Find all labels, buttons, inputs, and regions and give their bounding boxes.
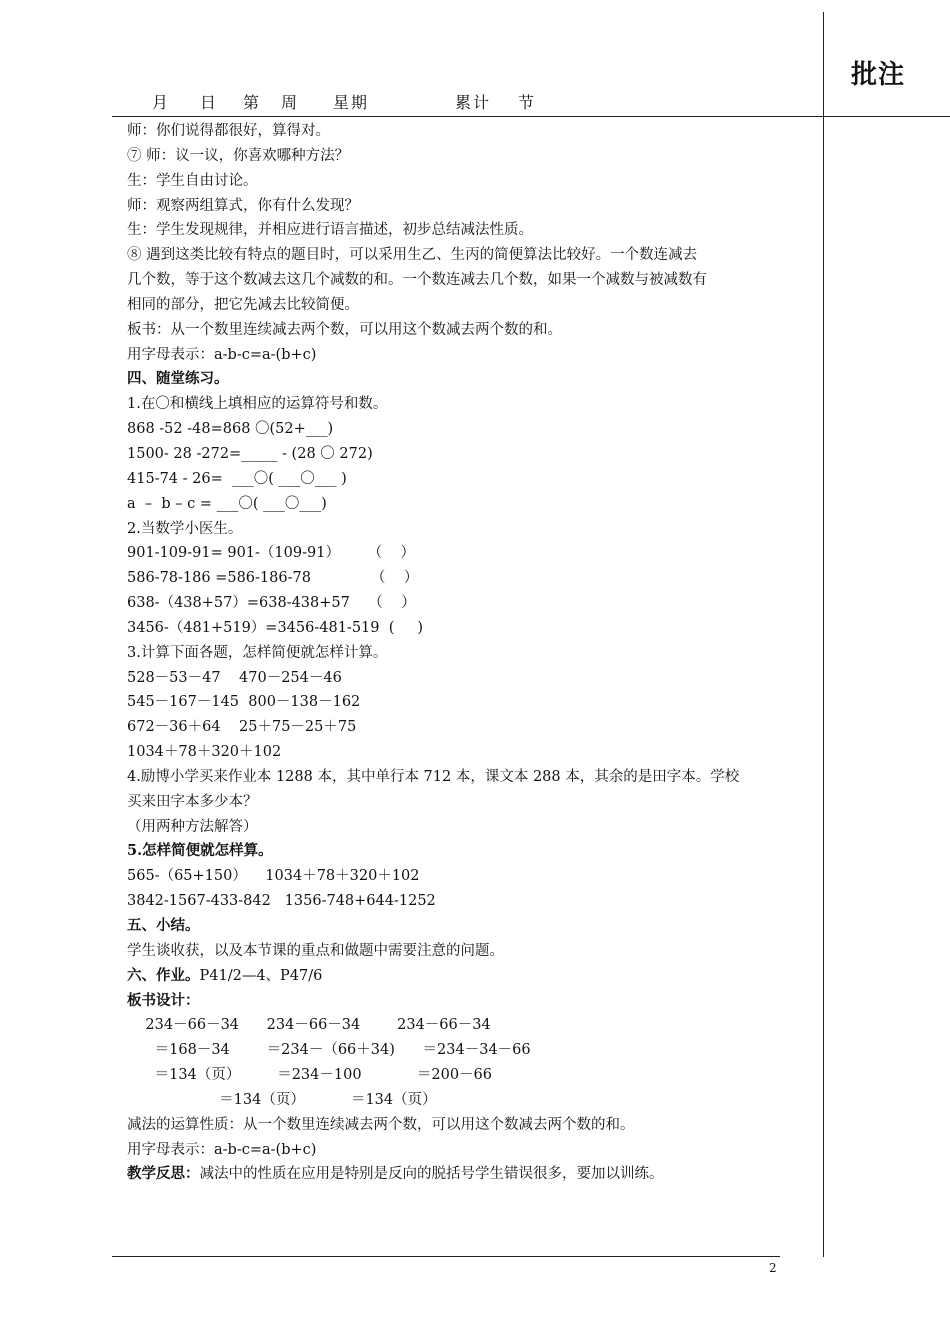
line-heading: 六、作业。 (127, 966, 200, 984)
body-line: 四、随堂练习。 (127, 370, 229, 388)
body-line: ⑦ 师：议一议，你喜欢哪种方法？ (127, 147, 350, 164)
body-line: 师：你们说得都很好，算得对。 (127, 123, 330, 139)
body-line: 板书设计： (127, 991, 200, 1009)
body-line: 5.怎样简便就怎样算。 (127, 842, 273, 860)
body-line: 528－53－47 470－254－46 (127, 669, 342, 686)
body-line: 415-74 - 26= ___〇( ___〇___ ) (127, 470, 347, 487)
body-line: 生：学生发现规律，并相应进行语言描述，初步总结减法性质。 (127, 222, 533, 239)
body-line: 学生谈收获，以及本节课的重点和做题中需要注意的问题。 (127, 942, 504, 959)
body-line: 1500- 28 -272=_____ - (28 〇 272) (127, 445, 373, 462)
body-line: 672－36＋64 25＋75－25＋75 (127, 719, 357, 736)
body-line: 五、小结。 (127, 917, 200, 934)
body-line: 3456-（481+519）=3456-481-519 ( ) (127, 619, 424, 636)
body-line: 板书：从一个数里连续减去两个数，可以用这个数减去两个数的和。 (127, 321, 562, 338)
body-line: ＝134（页） ＝134（页） (127, 1091, 437, 1108)
line-text: 减法中的性质在应用是特别是反向的脱括号学生错误很多，要加以训练。 (199, 1166, 664, 1183)
body-line: 师：观察两组算式，你有什么发现？ (127, 197, 359, 214)
footer-rule (112, 1256, 780, 1257)
annotation-column-divider (823, 12, 824, 1257)
body-line (127, 964, 787, 989)
body-line: 545－167－145 800－138－162 (127, 694, 361, 711)
body-line: 用字母表示：a-b-c=a-(b+c) (127, 1141, 317, 1158)
body-line: 638-（438+57）=638-438+57 （ ） (127, 595, 416, 612)
body-line: 234－66－34 234－66－34 234－66－34 (127, 1017, 491, 1034)
line-text: P41/2—4、P47/6 (199, 967, 323, 984)
body-line: 几个数，等于这个数减去这几个减数的和。一个数连减去几个数，如果一个减数与被减数有 (127, 272, 707, 289)
body-line: 868 -52 -48=868 〇(52+___) (127, 421, 334, 438)
header-week-suffix: 周 (281, 93, 300, 112)
body-line: 买来田字本多少本？ (127, 793, 258, 810)
body-line: （用两种方法解答） (127, 818, 258, 835)
body-line: 2.当数学小医生。 (127, 520, 243, 537)
body-line: 3842-1567-433-842 1356-748+644-1252 (127, 893, 436, 910)
body-line: 3.计算下面各题，怎样简便就怎样计算。 (127, 644, 388, 661)
body-line: 565-（65+150） 1034＋78＋320＋102 (127, 868, 420, 885)
body-line: 1034＋78＋320＋102 (127, 744, 282, 761)
header-lesson: 节 (518, 93, 537, 112)
lesson-body (127, 119, 787, 1187)
body-line: ＝134（页） ＝234－100 ＝200－66 (127, 1067, 492, 1084)
header-cumulative: 累计 (455, 93, 492, 112)
header-rule (112, 116, 950, 117)
annotation-column-title: 批注 (851, 60, 906, 90)
body-line: 生：学生自由讨论。 (127, 172, 258, 189)
body-line: 4.励博小学买来作业本 1288 本，其中单行本 712 本，课文本 288 本，其余的是田字本。学校 (127, 768, 740, 785)
header-week-prefix: 第 (243, 93, 262, 112)
body-line: 901-109-91= 901-（109-91） （ ） (127, 545, 416, 562)
body-line: 减法的运算性质：从一个数里连续减去两个数，可以用这个数减去两个数的和。 (127, 1116, 635, 1133)
body-line (127, 1162, 787, 1187)
page-number: 2 (769, 1261, 777, 1275)
body-line: a – b – c = ___〇( ___〇___) (127, 495, 327, 512)
header-weekday: 星期 (333, 93, 370, 112)
line-heading: 教学反思： (127, 1165, 200, 1183)
body-line: ⑧ 遇到这类比较有特点的题目时，可以采用生乙、生丙的简便算法比较好。一个数连减去 (127, 247, 698, 264)
body-line: 1.在〇和横线上填相应的运算符号和数。 (127, 396, 388, 413)
header-month: 月 (152, 93, 171, 112)
header-day: 日 (200, 93, 219, 112)
body-line: 相同的部分，把它先减去比较简便。 (127, 296, 359, 313)
body-line: 586-78-186 =586-186-78 （ ） (127, 570, 419, 587)
body-line: ＝168－34 ＝234－（66＋34) ＝234－34－66 (127, 1042, 531, 1059)
body-line: 用字母表示：a-b-c=a-(b+c) (127, 346, 317, 363)
